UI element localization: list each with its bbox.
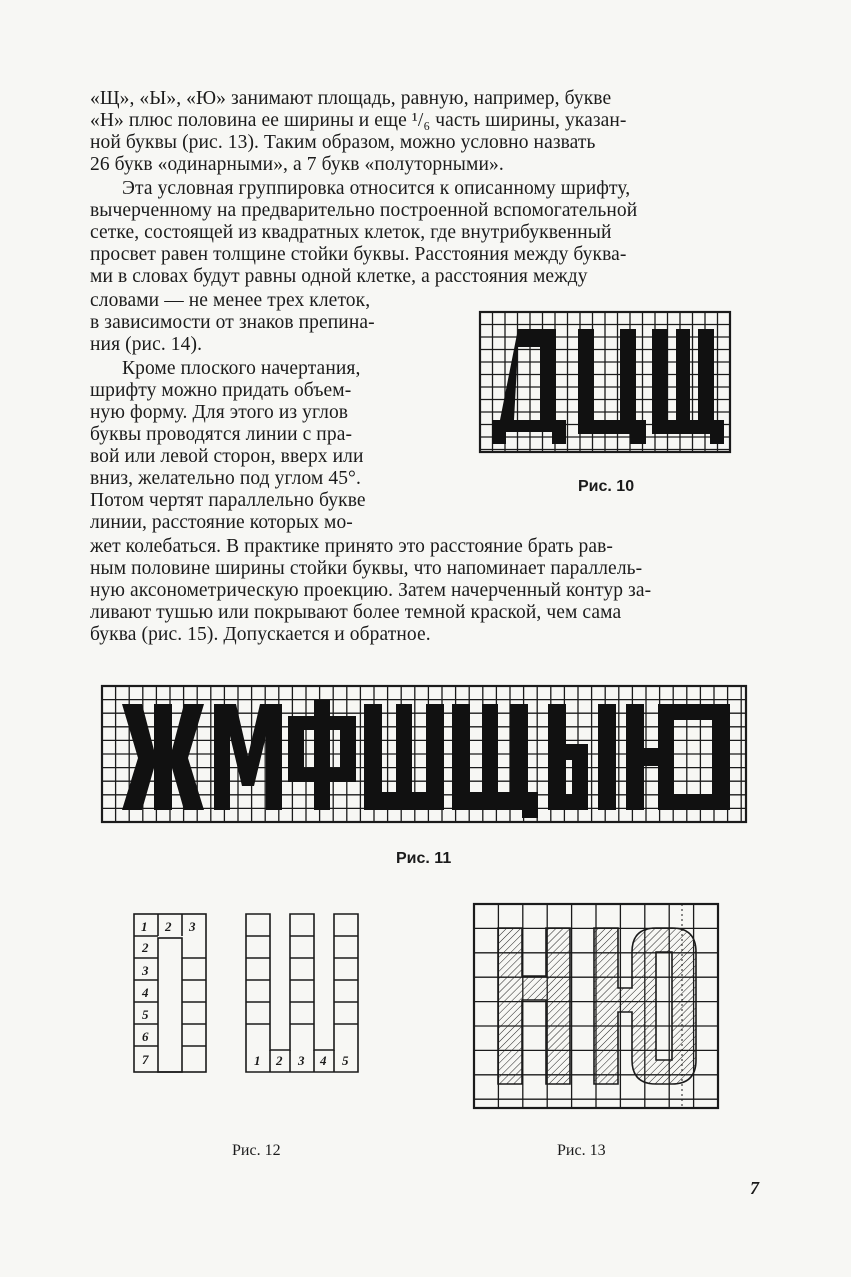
text-line: жет колебаться. В практике принято это расстояние брать рав- xyxy=(90,536,614,557)
sh-bottom-number: 1 xyxy=(254,1053,261,1068)
figure-10-caption: Рис. 10 xyxy=(578,478,635,495)
text-line: 26 букв «одинарными», а 7 букв «полуторными». xyxy=(90,154,504,175)
text-line: «Щ», «Ы», «Ю» занимают площадь, равную, например, букве xyxy=(90,88,612,109)
figure-11-grid xyxy=(102,686,752,826)
figure-13-grid xyxy=(474,904,724,1114)
figure-10-grid xyxy=(480,312,740,452)
text-line: ми в словах будут равны одной клетке, а расстояния между xyxy=(90,266,588,287)
text-line: «Н» плюс половина ее ширины и еще ¹/₆ часть ширины, указан- xyxy=(90,110,627,131)
p-side-number: 6 xyxy=(142,1029,149,1044)
sh-bottom-number: 3 xyxy=(298,1053,305,1068)
text-line: буквы проводятся линии с пра- xyxy=(90,424,353,445)
text-line: ным половине ширины стойки буквы, что напоминает параллель- xyxy=(90,558,643,579)
text-line: сетке, состоящей из квадратных клеток, где внутрибуквенный xyxy=(90,222,612,243)
p-side-number: 7 xyxy=(142,1052,149,1067)
text-line: ную аксонометрическую проекцию. Затем начерченный контур за- xyxy=(90,580,652,601)
text-line: ной буквы (рис. 13). Таким образом, можно условно назвать xyxy=(90,132,596,153)
fig11-glyphs xyxy=(122,700,730,818)
text-line: Потом чертят параллельно букве xyxy=(90,490,366,511)
text-line: буква (рис. 15). Допускается и обратное. xyxy=(90,624,431,645)
text-line: ния (рис. 14). xyxy=(90,334,203,355)
p-side-number: 4 xyxy=(142,985,149,1000)
text-line: линии, расстояние которых мо- xyxy=(90,512,353,533)
text-line: Эта условная группировка относится к описанному шрифту, xyxy=(122,178,631,199)
text-line: в зависимости от знаков препина- xyxy=(90,312,375,333)
p-side-number: 2 xyxy=(142,940,149,955)
text-line: ную форму. Для этого из углов xyxy=(90,402,349,423)
text-line: Кроме плоского начертания, xyxy=(122,358,361,379)
sh-bottom-number: 5 xyxy=(342,1053,349,1068)
text-line: вычерченному на предварительно построенной вспомогательной xyxy=(90,200,638,221)
text-line: вой или левой сторон, вверх или xyxy=(90,446,364,467)
text-line: вниз, желательно под углом 45°. xyxy=(90,468,361,489)
p-top-number: 1 xyxy=(141,919,148,934)
fig13-glyphs xyxy=(498,928,696,1084)
text-line: ливают тушью или покрывают более темной краской, чем сама xyxy=(90,602,622,623)
sh-bottom-number: 2 xyxy=(276,1053,283,1068)
text-line: словами — не менее трех клеток, xyxy=(90,290,371,311)
text-line: шрифту можно придать объем- xyxy=(90,380,352,401)
p-top-number: 3 xyxy=(189,919,196,934)
figure-13-caption: Рис. 13 xyxy=(557,1142,606,1159)
page-number: 7 xyxy=(750,1178,759,1198)
figure-11-caption: Рис. 11 xyxy=(396,850,452,867)
p-side-number: 3 xyxy=(142,963,149,978)
p-side-number: 5 xyxy=(142,1007,149,1022)
figure-12-drawing xyxy=(134,914,374,1084)
figure-12-caption: Рис. 12 xyxy=(232,1142,281,1159)
fig12-letter-sh xyxy=(246,914,358,1072)
p-top-number: 2 xyxy=(165,919,172,934)
sh-bottom-number: 4 xyxy=(320,1053,327,1068)
text-line: просвет равен толщине стойки буквы. Расстояния между буква- xyxy=(90,244,627,265)
